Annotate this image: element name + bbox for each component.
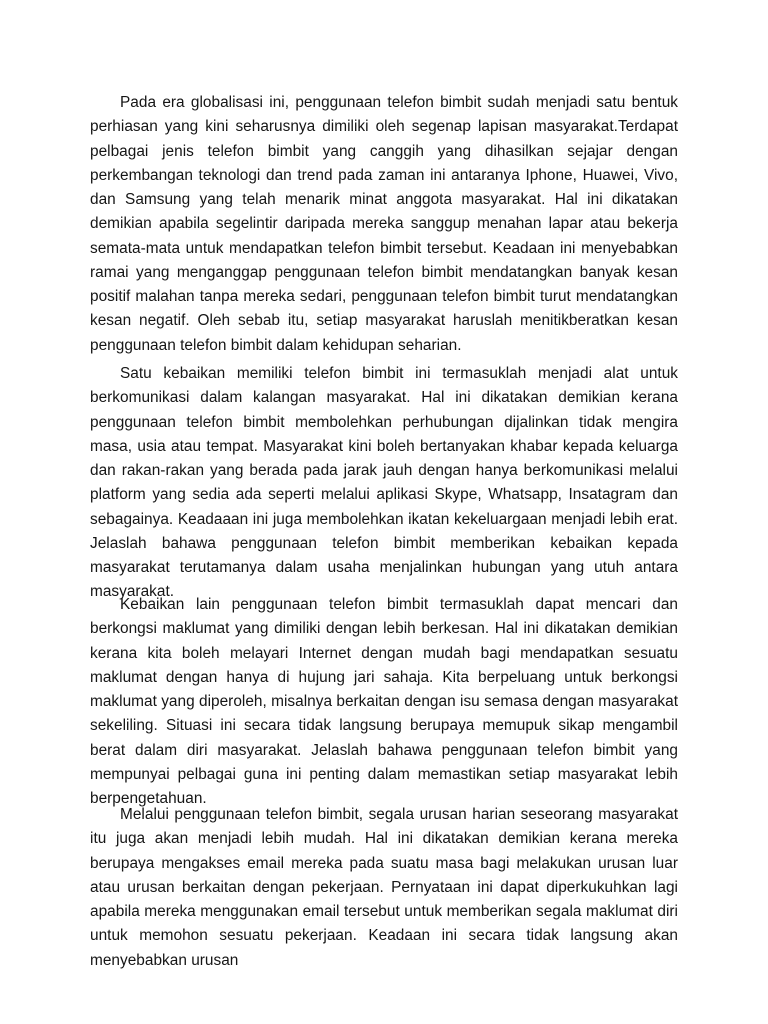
paragraph-daily-affairs: Melalui penggunaan telefon bimbit, segala urusan harian seseorang masyarakat itu juga akan menjadi lebih mudah. Hal ini dikatakan demikian kerana mereka berupaya mengakses email mereka pada suatu masa bagi melakukan urusan luar atau urusan berkaitan dengan pekerjaan. Pernyataan ini dapat diperkukuhkan lagi apabila mereka menggunakan email tersebut untuk memberikan segala maklumat diri untuk memohon sesuatu pekerjaan. Keadaan ini secara tidak langsung akan menyebabkan urusan <box>90 806 678 969</box>
paragraph-communication: Satu kebaikan memiliki telefon bimbit ini termasuklah menjadi alat untuk berkomunikasi dalam kalangan masyarakat. Hal ini dikatakan demikian kerana penggunaan telefon bimbit membolehkan perhubungan dijalinkan tidak mengira masa, usia atau tempat. Masyarakat kini boleh bertanyakan khabar kepada keluarga dan rakan-rakan yang berada pada jarak jauh dengan hanya berkomunikasi melalui platform yang sedia ada seperti melalui aplikasi Skype, Whatsapp, Insatagram dan sebagainya. Keadaaan ini juga membolehkan ikatan kekeluargaan menjadi lebih erat. Jelaslah bahawa penggunaan telefon bimbit memberikan kebaikan kepada masyarakat terutamanya dalam usaha menjalinkan hubungan yang utuh antara masyarakat. <box>90 365 678 601</box>
paragraph-information-sharing: Kebaikan lain penggunaan telefon bimbit termasuklah dapat mencari dan berkongsi maklumat yang dimiliki dengan lebih berkesan. Hal ini dikatakan demikian kerana kita boleh melayari Internet dengan mudah bagi mendapatkan sesuatu maklumat dengan hanya di hujung jari sahaja. Kita berpeluang untuk berkongsi maklumat yang diperoleh, misalnya berkaitan dengan isu semasa dengan masyarakat sekeliling. Situasi ini secara tidak langsung berupaya memupuk sikap mengambil berat dalam diri masyarakat. Jelaslah bahawa penggunaan telefon bimbit yang mempunyai pelbagai guna ini penting dalam memastikan setiap masyarakat lebih berpengetahuan. <box>90 596 678 807</box>
paragraph-intro: Pada era globalisasi ini, penggunaan telefon bimbit sudah menjadi satu bentuk perhiasan yang kini seharusnya dimiliki oleh segenap lapisan masyarakat.Terdapat pelbagai jenis telefon bimbit yang canggih yang dihasilkan sejajar dengan perkembangan teknologi dan trend pada zaman ini antaranya Iphone, Huawei, Vivo, dan Samsung yang telah menarik minat anggota masyarakat. Hal ini dikatakan demikian apabila segelintir daripada mereka sanggup menahan lapar atau bekerja semata-mata untuk mendapatkan telefon bimbit tersebut. Keadaan ini menyebabkan ramai yang menganggap penggunaan telefon bimbit mendatangkan banyak kesan positif malahan tanpa mereka sedari, penggunaan telefon bimbit turut mendatangkan kesan negatif. Oleh sebab itu, setiap masyarakat haruslah menitikberatkan kesan penggunaan telefon bimbit dalam kehidupan seharian. <box>90 94 678 354</box>
